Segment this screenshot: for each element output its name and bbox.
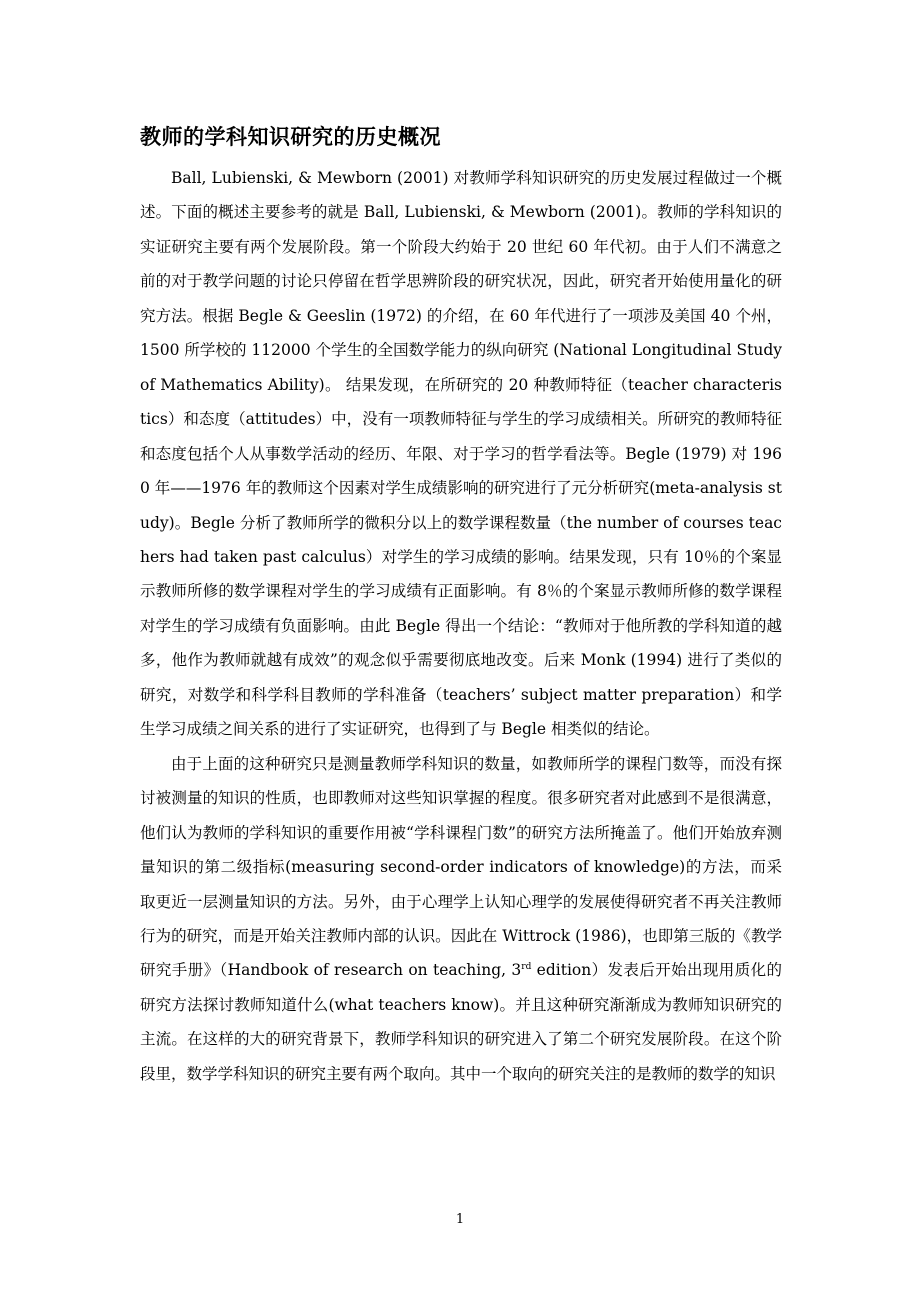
paragraph-2-text-start: 由于上面的这种研究只是测量教师学科知识的数量，如教师所学的课程门数等，而没有探讨被测量的知识的性质，也即教师对这些知识掌握的程度。很多研究者对此感到不是很满意，他们认为教师的学科知识的重要作用被“学科课程门数”的研究方法所掩盖了。他们开始放弃测量知识的第二级指标(measuring second-order indicators of knowledge)的方法，而采取更近一层测量知识的方法。另外，由于心理学上认知心理学的发展使得研究者不再关注教师行为的研究，而是开始关注教师内部的认识。因此在 Wittrock (1986)，也即第三版的《教学研究手册》（Handbook of research on teaching, 3 <box>140 754 782 980</box>
page-title: 教师的学科知识研究的历史概况 <box>140 124 441 149</box>
paragraph-1: Ball, Lubienski, & Mewborn (2001) 对教师学科知识研究的历史发展过程做过一个概述。下面的概述主要参考的就是 Ball, Lubienski, & Mewborn (2001)。教师的学科知识的实证研究主要有两个发展阶段。第一个阶段大约始于 20 世纪 60 年代初。由于人们不满意之前的对于教学问题的讨论只停留在哲学思辨阶段的研究状况，因此，研究者开始使用量化的研究方法。根据 Begle & Geeslin (1972) 的介绍，在 60 年代进行了一项涉及美国 40 个州，1500 所学校的 112000 个学生的全国数学能力的纵向研究 (National Longitudinal Study of Mathematics Ability)。 结果发现，在所研究的 20 种教师特征（teacher characteristics）和态度（attitudes）中，没有一项教师特征与学生的学习成绩相关。所研究的教师特征和态度包括个人从事数学活动的经历、年限、对于学习的哲学看法等。Begle (1979) 对 1960 年——1976 年的教师这个因素对学生成绩影响的研究进行了元分析研究(meta-analysis study)。Begle 分析了教师所学的微积分以上的数学课程数量（the number of courses teachers had taken past calculus）对学生的学习成绩的影响。结果发现，只有 10％的个案显示教师所修的数学课程对学生的学习成绩有正面影响。有 8％的个案显示教师所修的数学课程对学生的学习成绩有负面影响。由此 Begle 得出一个结论：“教师对于他所教的学科知道的越多，他作为教师就越有成效”的观念似乎需要彻底地改变。后来 Monk (1994) 进行了类似的研究，对数学和科学科目教师的学科准备（teachers’ subject matter preparation）和学生学习成绩之间关系的进行了实证研究，也得到了与 Begle 相类似的结论。 <box>140 169 782 739</box>
paragraph-2-text-end: edition）发表后开始出现用质化的研究方法探讨教师知道什么(what teachers know)。并且这种研究渐渐成为教师知识研究的主流。在这样的大的研究背景下，教师学科知识的研究进入了第二个研究发展阶段。在这个阶段里，数学学科知识的研究主要有两个取向。其中一个取向的研究关注的是教师的数学的知识 <box>140 961 782 1083</box>
ordinal-superscript: rd <box>521 962 532 973</box>
page-number: 1 <box>455 1212 465 1227</box>
body-text <box>140 161 782 1091</box>
paragraph-2 <box>140 747 782 1092</box>
